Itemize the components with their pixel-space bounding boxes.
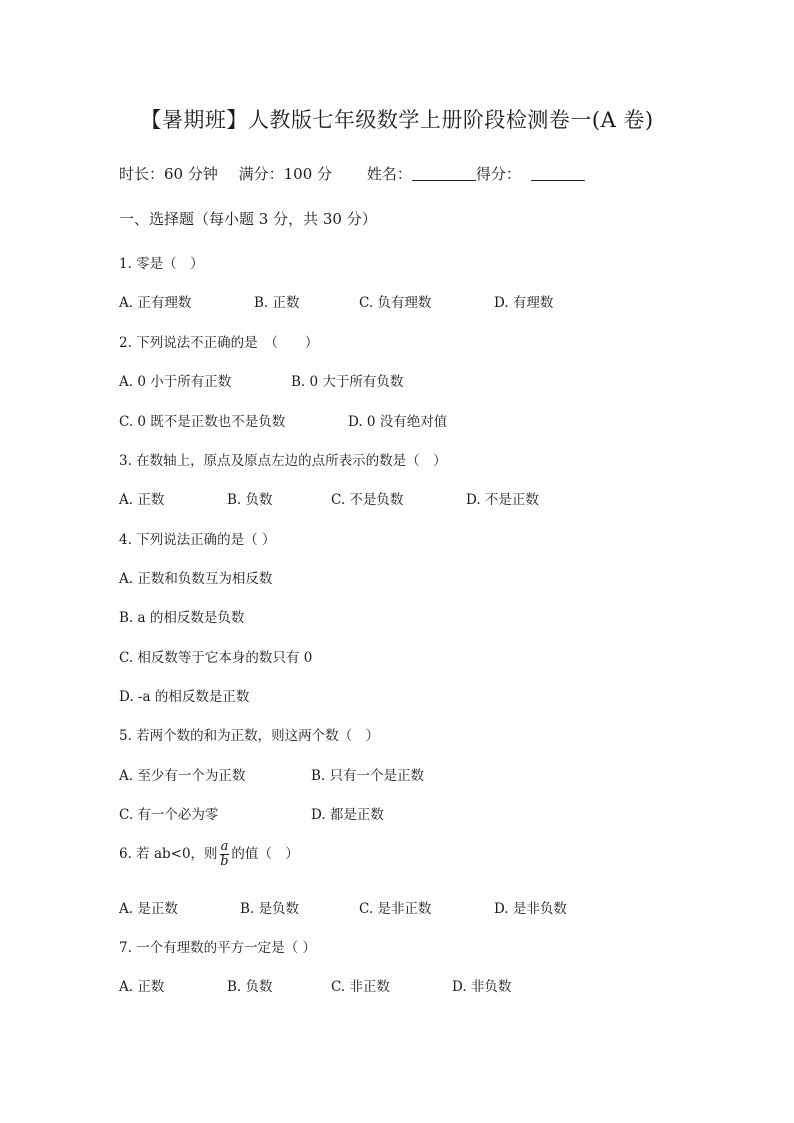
question-6 <box>119 840 299 869</box>
q1-option-b: B. 正数 <box>254 295 300 311</box>
page-title: 【暑期班】人教版七年级数学上册阶段检测卷一(A 卷) <box>140 108 654 132</box>
q6-option-a: A. 是正数 <box>119 901 178 917</box>
q5-option-a: A. 至少有一个为正数 <box>119 768 246 784</box>
q6-stem-prefix: 6. 若 ab<0，则 <box>119 846 218 862</box>
q4-option-c: C. 相反数等于它本身的数只有 0 <box>119 650 313 666</box>
q6-option-b: B. 是负数 <box>240 901 300 917</box>
q2-option-d: D. 0 没有绝对值 <box>348 414 448 430</box>
q1-option-d: D. 有理数 <box>494 295 554 311</box>
q2-option-c: C. 0 既不是正数也不是负数 <box>119 414 286 430</box>
q7-option-a: A. 正数 <box>119 979 165 995</box>
question-3: 3. 在数轴上，原点及原点左边的点所表示的数是（ ） <box>119 453 447 469</box>
question-1: 1. 零是（ ） <box>119 256 204 272</box>
fraction-denominator: b <box>220 854 229 869</box>
question-2: 2. 下列说法不正确的是 （ ） <box>119 335 319 351</box>
fraction-numerator: a <box>220 839 229 854</box>
q3-option-b: B. 负数 <box>227 492 273 508</box>
name-blank <box>412 166 476 181</box>
q7-option-b: B. 负数 <box>227 979 273 995</box>
q7-option-d: D. 非负数 <box>452 979 512 995</box>
q4-option-b: B. a 的相反数是负数 <box>119 610 245 626</box>
q3-option-d: D. 不是正数 <box>466 492 539 508</box>
q5-option-c: C. 有一个必为零 <box>119 807 219 823</box>
q4-option-d: D. -a 的相反数是正数 <box>119 689 250 705</box>
section-heading: 一、选择题（每小题 3 分，共 30 分） <box>119 210 377 228</box>
question-5: 5. 若两个数的和为正数，则这两个数（ ） <box>119 728 380 744</box>
question-4: 4. 下列说法正确的是（ ） <box>119 532 276 548</box>
q2-option-b: B. 0 大于所有负数 <box>291 374 404 390</box>
fraction-a-over-b <box>220 840 230 869</box>
q6-option-c: C. 是非正数 <box>359 901 432 917</box>
q1-option-a: A. 正有理数 <box>119 295 192 311</box>
q1-option-c: C. 负有理数 <box>359 295 432 311</box>
q6-option-d: D. 是非负数 <box>494 901 567 917</box>
full-score-text: 满分：100 分 <box>238 165 333 183</box>
q2-option-a: A. 0 小于所有正数 <box>119 374 232 390</box>
q4-option-a: A. 正数和负数互为相反数 <box>119 571 273 587</box>
q5-option-b: B. 只有一个是正数 <box>311 768 425 784</box>
question-7: 7. 一个有理数的平方一定是（ ） <box>119 940 316 956</box>
exam-meta <box>119 163 585 184</box>
q3-option-a: A. 正数 <box>119 492 165 508</box>
duration-text: 时长：60 分钟 <box>119 165 218 183</box>
score-blank <box>531 166 585 181</box>
name-label: 姓名： <box>366 165 412 183</box>
q5-option-d: D. 都是正数 <box>311 807 384 823</box>
score-label: 得分： <box>475 165 521 183</box>
q3-option-c: C. 不是负数 <box>331 492 404 508</box>
q6-stem-suffix: 的值（ ） <box>231 846 299 862</box>
q7-option-c: C. 非正数 <box>331 979 390 995</box>
